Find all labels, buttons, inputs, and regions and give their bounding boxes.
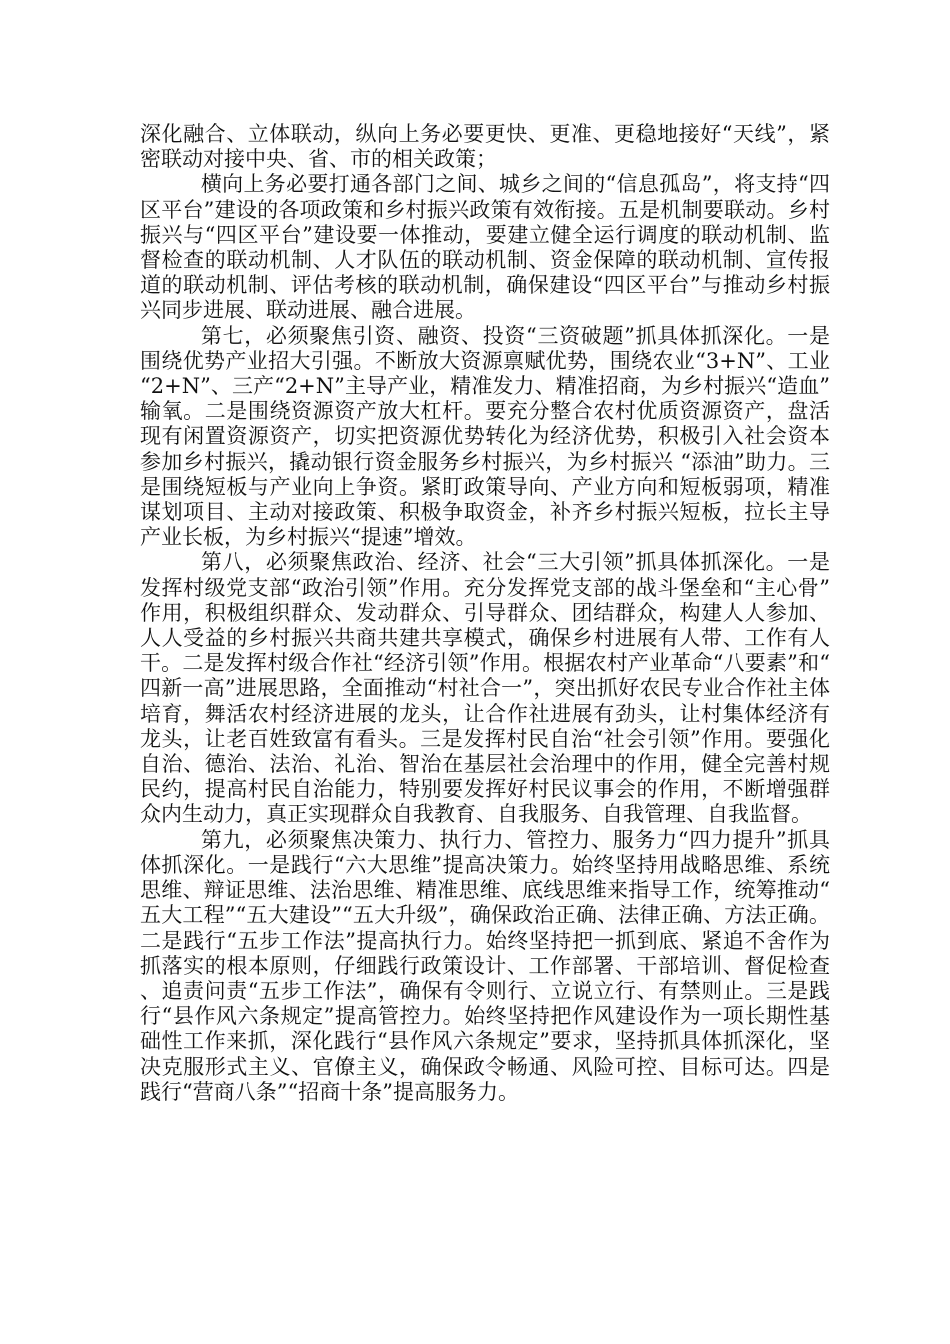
paragraph-eighth: 第八，必须聚焦政治、经济、社会“三大引领”抓具体抓深化。一是发挥村级党支部“政治引领”作用。充分发挥党支部的战斗堡垒和“主心骨”作用，积极组织群众、发动群众、引导群众、团结群众，构建人人参加、人人受益的乡村振兴共商共建共享模式，确保乡村进展有人带、工作有人干。二是发挥村级合作社“经济引领”作用。根据农村产业革命“八要素”和“四新一高”进展思路，全面推动“村社合一”，突出抓好农民专业合作社主体培育，舞活农村经济进展的龙头，让合作社进展有劲头，让村集体经济有龙头，让老百姓致富有看头。三是发挥村民自治“社会引领”作用。要强化自治、德治、法治、礼治、智治在基层社会治理中的作用，健全完善村规民约，提高村民自治能力，特别要发挥好村民议事会的作用，不断增强群众内生动力，真正实现群众自我教育、自我服务、自我管理、自我监督。 xyxy=(140,550,830,827)
paragraph-seventh: 第七，必须聚焦引资、融资、投资“三资破题”抓具体抓深化。一是围绕优势产业招大引强。不断放大资源禀赋优势，围绕农业“3+N”、工业“2+N”、三产“2+N”主导产业，精准发力、精准招商，为乡村振兴“造血”输氧。二是围绕资源资产放大杠杆。要充分整合农村优质资源资产，盘活现有闲置资源资产，切实把资源优势转化为经济优势，积极引入社会资本参加乡村振兴，撬动银行资金服务乡村振兴，为乡村振兴 “添油”助力。三是围绕短板与产业向上争资。紧盯政策导向、产业方向和短板弱项，精准谋划项目、主动对接政策、积极争取资金，补齐乡村振兴短板，拉长主导产业长板，为乡村振兴“提速”增效。 xyxy=(140,323,830,550)
paragraph-continuation: 深化融合、立体联动，纵向上务必要更快、更准、更稳地接好“天线”，紧密联动对接中央、省、市的相关政策； xyxy=(140,122,830,172)
document-body xyxy=(140,122,830,1105)
paragraph-horizontal-linkage: 横向上务必要打通各部门之间、城乡之间的“信息孤岛”，将支持“四区平台”建设的各项政策和乡村振兴政策有效衔接。五是机制要联动。乡村振兴与“四区平台”建设要一体推动，要建立健全运行调度的联动机制、监督检查的联动机制、人才队伍的联动机制、资金保障的联动机制、宣传报道的联动机制、评估考核的联动机制，确保建设“四区平台”与推动乡村振兴同步进展、联动进展、融合进展。 xyxy=(140,172,830,323)
paragraph-ninth: 第九，必须聚焦决策力、执行力、管控力、服务力“四力提升”抓具体抓深化。一是践行“六大思维”提高决策力。始终坚持用战略思维、系统思维、辩证思维、法治思维、精准思维、底线思维来指导工作，统筹推动“五大工程”“五大建设”“五大升级”，确保政治正确、法律正确、方法正确。二是践行“五步工作法”提高执行力。始终坚持把一抓到底、紧追不舍作为抓落实的根本原则，仔细践行政策设计、工作部署、干部培训、督促检查、追责问责“五步工作法”，确保有令则行、立说立行、有禁则止。三是践行“县作风六条规定”提高管控力。始终坚持把作风建设作为一项长期性基础性工作来抓，深化践行“县作风六条规定”要求，坚持抓具体抓深化，坚决克服形式主义、官僚主义，确保政令畅通、风险可控、目标可达。四是践行“营商八条”“招商十条”提高服务力。 xyxy=(140,827,830,1104)
